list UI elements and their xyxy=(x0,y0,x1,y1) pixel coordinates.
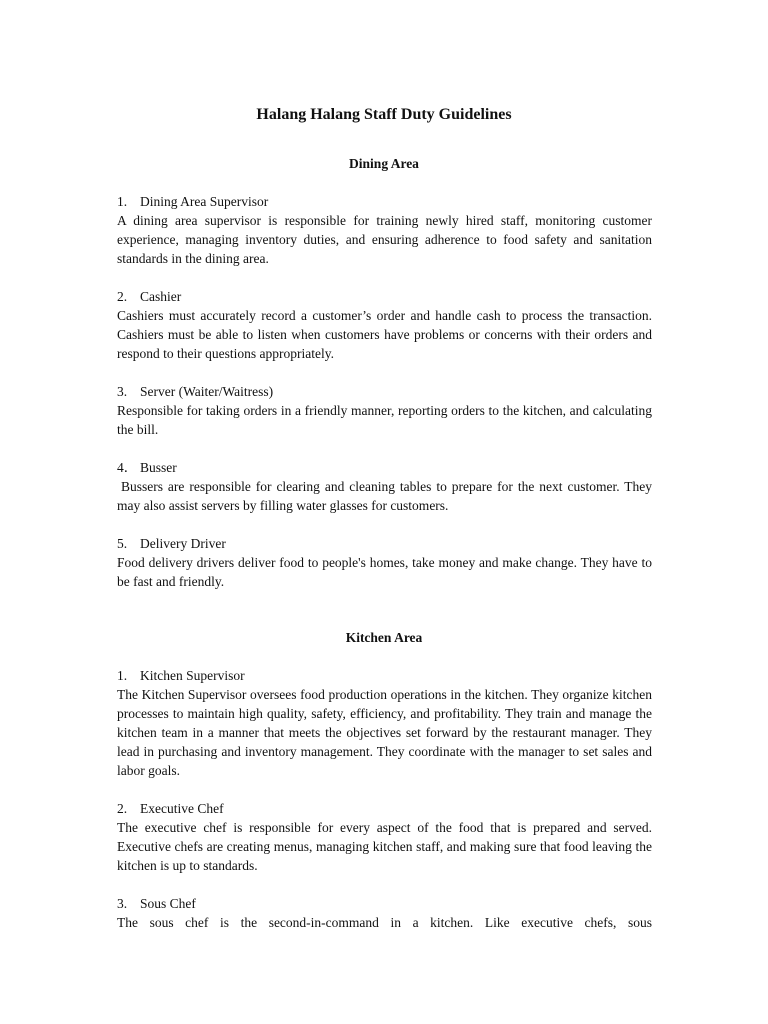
entry-title: Sous Chef xyxy=(140,896,196,911)
entry-sous-chef xyxy=(117,894,652,932)
section-heading-dining-area: Dining Area xyxy=(349,156,419,171)
entry-title: Busser xyxy=(140,460,177,475)
entry-description: Bussers are responsible for clearing and cleaning tables to prepare for the next customer. They may also assist servers by filling water glasses for customers. xyxy=(117,479,652,513)
entry-title: Server (Waiter/Waitress) xyxy=(140,384,274,399)
entry-dining-area-supervisor xyxy=(117,192,652,268)
entry-title: Cashier xyxy=(140,289,182,304)
entry-description: The Kitchen Supervisor oversees food production operations in the kitchen. They organize kitchen processes to maintain high quality, safety, efficiency, and profitability. They train and manage the kitchen team in a manner that meets the objectives set forward by the restaurant manager. They lead in purchasing and inventory management. They coordinate with the manager to set sales and labor goals. xyxy=(117,687,652,778)
entry-number: 3. xyxy=(117,384,128,399)
entry-number: 2. xyxy=(117,801,128,816)
entry-server xyxy=(117,382,652,439)
entry-title: Dining Area Supervisor xyxy=(140,194,269,209)
entry-description: The sous chef is the second-in-command in a kitchen. Like executive chefs, sous xyxy=(117,915,652,930)
entry-number: 1. xyxy=(117,668,128,683)
entry-kitchen-supervisor xyxy=(117,666,652,780)
entry-executive-chef xyxy=(117,799,652,875)
document-title: Halang Halang Staff Duty Guidelines xyxy=(256,106,512,123)
entry-number: 1. xyxy=(117,194,128,209)
section-heading-kitchen-area: Kitchen Area xyxy=(345,630,423,645)
entry-number: 5. xyxy=(117,536,128,551)
entry-description: A dining area supervisor is responsible for training newly hired staff, monitoring customer experience, managing inventory duties, and ensuring adherence to food safety and sanitation standards in the dining area. xyxy=(117,213,652,266)
entry-number: 3. xyxy=(117,896,128,911)
entry-number: 2. xyxy=(117,289,128,304)
entry-description: The executive chef is responsible for every aspect of the food that is prepared and served. Executive chefs are creating menus, managing kitchen staff, and making sure that food leaving the kitchen is up to standards. xyxy=(117,820,652,873)
entry-title: Kitchen Supervisor xyxy=(140,668,245,683)
entry-description: Cashiers must accurately record a customer’s order and handle cash to process the transaction. Cashiers must be able to listen when customers have problems or concerns with their orders and respond to their questions appropriately. xyxy=(117,308,652,361)
entry-description: Food delivery drivers deliver food to people's homes, take money and make change. They have to be fast and friendly. xyxy=(117,555,652,589)
entry-cashier xyxy=(117,287,652,363)
entry-title: Delivery Driver xyxy=(140,536,226,551)
entry-delivery-driver xyxy=(117,534,652,591)
entry-number: 4． xyxy=(117,460,138,475)
entry-busser xyxy=(117,458,652,515)
entry-title: Executive Chef xyxy=(140,801,224,816)
entry-description: Responsible for taking orders in a friendly manner, reporting orders to the kitchen, and calculating the bill. xyxy=(117,403,652,437)
